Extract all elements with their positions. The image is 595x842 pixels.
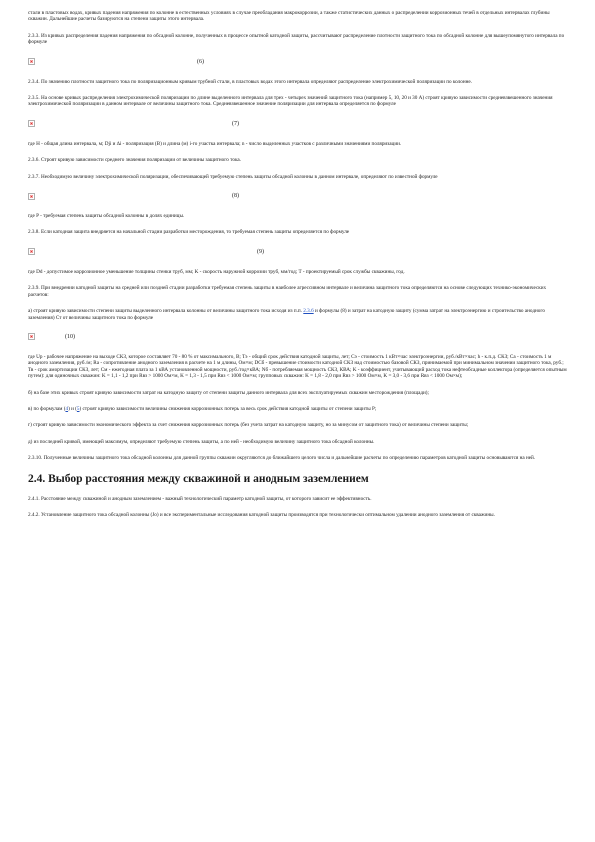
paragraph-2-3-10: 2.3.10. Полученные величины защитного тока обсадной колонны для данной группы скважин округляются до ближайшего целого числа и дальнейшие расчеты по определению параметров катодной защиты основываются на ней.	[28, 455, 536, 462]
paragraph: стали в пластовых водах, кривых падения напряжения по колонне в естественных условиях в случае преобладания макрокоррозии, а также статистических данных о распределении коррозионных течей в отдельных интервалах глубины скважин. Дальнейшие расчеты базируются на степени защиты этого интервала.	[28, 10, 550, 23]
paragraph-2-3-6: 2.3.6. Строят кривую зависимости среднего значения поляризации от величины защитного тока.	[28, 157, 241, 164]
paragraph-where-up: где Up - рабочее напряжение на выходе СКЗ, которое составляет 70 - 80 % от максимального, В; Тэ - общий срок действия катодной защиты, лет; Cэ - стоимость 1 кВт×час электроэнергии, руб./кВт×час; h - к.п.д. СКЗ; Са - стоимость 1 м анодного заземления, руб./м; Ra - сопротивление анодного заземления в расчете на 1 м длины, Ом×м; DCб - превышение стоимости катодной СКЗ над стоимостью базовой СКЗ, принимаемой при минимальном значении защитного тока, руб.; Тв - срок амортизации СКЗ, лет; См - ежегодная плата за 1 кВА установленной мощности, руб./год×кВА; Nб - потребляемая мощность СКЗ, КВА; K - коэффициент, учитывающий расход тока нефтеобсадные коллектора (определяется опытным путем): для одиночных скважин: K = 1,1 - 1,2 при Rвз > 1000 Ом×м, K = 1,3 - 1,5 при Rвз < 1000 Ом×м; групповых скважин: K = 1,8 - 2,0 при Rвз > 1000 Ом×м, K = 3,0 - 3,6 при Rвз < 1000 Ом×м);	[28, 353, 567, 380]
paragraph-2-3-9: 2.3.9. При внедрении катодной защиты на средней или поздней стадии разработки требуемая степень защиты в наиболее агрессивном интервале и величина защитного тока определяются на основе следующих технико-экономических расчетов:	[28, 285, 547, 298]
link-2-3-6[interactable]: 2.3.6	[303, 308, 314, 315]
section-heading: 2.4. Выбор расстояния между скважиной и анодным заземлением	[28, 472, 369, 485]
broken-image-icon	[28, 58, 35, 65]
formula-7	[28, 118, 568, 130]
paragraph-2-3-3: 2.3.3. Из кривых распределения падения напряжения по обсадной колонне, полученных в процессе опытной катодной защиты, рассчитывают распределение плотности защитного тока по обсадной колонне для вышеупомянутого интервала по формуле	[28, 32, 565, 46]
paragraph-item-g: г) строят кривую зависимости экономического эффекта за счет снижения коррозионных потерь (без учета затрат на катодную защиту, но за минусом от защитного тока) от величины степени защиты;	[28, 422, 469, 429]
broken-image-icon	[28, 248, 35, 255]
formula-10	[28, 331, 568, 343]
broken-image-icon	[28, 120, 35, 127]
paragraph-item-a: а) строят кривую зависимости степени защиты выделенного интервала колонны от величины защитного тока исходя из п.п. 2.3.6 и формулы (8) и затрат на катодную защиту (сумма затрат на электроэнергию и строительство анодного заземления) Ст от величины защитного тока по формуле	[28, 308, 545, 321]
paragraph-2-3-7: 2.3.7. Необходимую величину электрохимической поляризации, обеспечивающей требуемую степень защиты обсадной колонны в данном интервале, определяют по известной формуле	[28, 173, 438, 180]
paragraph-item-b: б) на базе этих кривых строят кривую зависимости затрат на катодную защиту от степени защиты данного интервала для всех эксплуатируемых скважин месторождения (площади);	[28, 389, 429, 396]
paragraph-where-p: где P - требуемая степень защиты обсадной колонны в долях единицы.	[28, 213, 185, 220]
paragraph-2-3-8: 2.3.8. Если катодная защита внедряется на начальной стадии разработки месторождения, то требуемая степень защиты определяется по формуле	[28, 229, 350, 236]
paragraph-item-v: в) по формулам (4) и (5) строят кривую зависимости величины снижения коррозионных потерь за весь срок действия катодной защиты от степени защиты P;	[28, 405, 377, 412]
formula-8	[28, 190, 568, 202]
formula-9	[28, 246, 568, 258]
formula-number: (8)	[232, 193, 239, 200]
formula-6	[28, 56, 568, 68]
paragraph-item-d: д) из последней кривой, имеющей максимум, определяют требуемую степень защиты, а по ней - необходимую величину защитного тока обсадной колонны.	[28, 438, 375, 445]
paragraph-2-3-5: 2.3.5. На основе кривых распределения электрохимической поляризации по длине выделенного интервала для трех - четырех значений защитного тока (например 5, 10, 20 и 30 А) строят кривую зависимости средневзвешенного значения электрохимической поляризации в данном интервале от величины защитного тока. Средневзвешенное значение поляризации для интервала определяется по формуле	[28, 95, 553, 108]
link-formula-4[interactable]: 4	[65, 405, 69, 412]
formula-number: (10)	[65, 333, 75, 340]
paragraph-where-dd: где Dd - допустимое коррозионное уменьшение толщины стенки труб, мм; K - скорость наружной коррозии труб, мм/год; T - проектируемый срок службы скважины, год.	[28, 268, 405, 275]
paragraph-2-4-2: 2.4.2. Установление защитного тока обсадной колонны (Jo) и все экспериментальные исследования катодной защиты производятся при технологически оптимальном удалении анодного заземления от скважины.	[28, 511, 495, 518]
paragraph-2-4-1: 2.4.1. Расстояние между скважиной и анодным заземлением - важный технологический параметр катодной защиты, от которого зависит ее эффективность.	[28, 495, 372, 502]
paragraph-2-3-4: 2.3.4. По значению плотности защитного тока по поляризационным кривым трубной стали, в пластовых водах этого интервала определяют распределение электрохимической поляризации по колонне.	[28, 78, 472, 85]
link-formula-5[interactable]: 5	[76, 405, 80, 412]
formula-number: (9)	[257, 248, 264, 255]
broken-image-icon	[28, 193, 35, 200]
formula-number: (7)	[232, 120, 239, 127]
paragraph-where-h: где H - общая длина интервала, м; Dji и ∆i - поляризация (В) и длина (м) i-го участка интервала; n - число выделенных участков с различными значениями поляризации.	[28, 140, 402, 147]
broken-image-icon	[28, 333, 35, 340]
document-page	[28, 10, 568, 528]
formula-number: (6)	[197, 58, 204, 65]
